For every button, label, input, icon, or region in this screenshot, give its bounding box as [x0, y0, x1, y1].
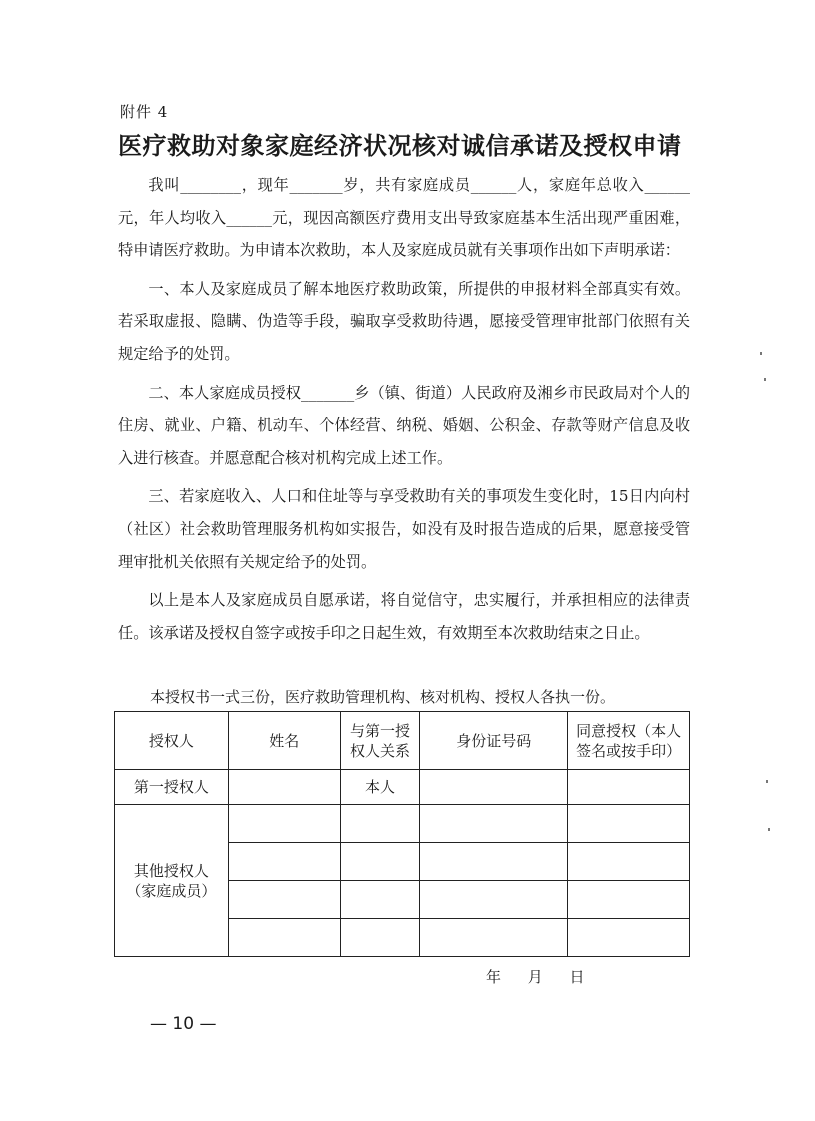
page-number: — 10 —	[150, 1014, 217, 1034]
promise-item-2: 二、本人家庭成员授权_______乡（镇、街道）人民政府及湘乡市民政局对个人的住房、就业、户籍、机动车、个体经营、纳税、婚姻、公积金、存款等财产信息及收入进行核查。并愿意配合核对机构完成上述工作。	[118, 383, 690, 467]
other-authorizers-line1: 其他授权人	[133, 861, 209, 880]
member-name-cell[interactable]	[228, 881, 340, 919]
header-consent-line2: 签名或按手印）	[576, 741, 682, 760]
member-consent-cell[interactable]	[568, 843, 690, 881]
attachment-label: 附件 4	[120, 103, 169, 121]
first-authorizer-consent-cell[interactable]	[568, 770, 690, 805]
member-relation-cell[interactable]	[340, 881, 420, 919]
scan-speck	[764, 378, 766, 381]
member-relation-cell[interactable]	[340, 805, 420, 843]
member-id-cell[interactable]	[420, 919, 568, 957]
first-authorizer-name-cell[interactable]	[228, 770, 340, 805]
header-name: 姓名	[228, 712, 340, 770]
signature-date: 年 月 日	[486, 968, 585, 986]
member-id-cell[interactable]	[420, 843, 568, 881]
promise-item-1: 一、本人及家庭成员了解本地医疗救助政策，所提供的申报材料全部真实有效。若采取虚报、隐瞒、伪造等手段，骗取享受救助待遇，愿接受管理审批部门依照有关规定给予的处罚。	[118, 279, 690, 363]
member-id-cell[interactable]	[420, 881, 568, 919]
scan-speck	[768, 828, 770, 831]
header-relation-line1: 与第一授	[350, 721, 411, 740]
header-authorizer: 授权人	[115, 712, 229, 770]
other-authorizers-line2: （家庭成员）	[126, 881, 217, 900]
member-name-cell[interactable]	[228, 843, 340, 881]
first-authorizer-id-cell[interactable]	[420, 770, 568, 805]
table-header-row	[115, 712, 690, 770]
table-row	[115, 770, 690, 805]
member-name-cell[interactable]	[228, 805, 340, 843]
other-authorizers-label	[115, 805, 229, 957]
header-id-number: 身份证号码	[420, 712, 568, 770]
copies-note: 本授权书一式三份，医疗救助管理机构、核对机构、授权人各执一份。	[150, 688, 616, 706]
closing-paragraph: 以上是本人及家庭成员自愿承诺，将自觉信守，忠实履行，并承担相应的法律责任。该承诺及授权自签字或按手印之日起生效，有效期至本次救助结束之日止。	[118, 591, 690, 642]
header-consent-line1: 同意授权（本人	[576, 721, 682, 740]
scan-speck	[766, 780, 768, 783]
promise-item-3: 三、若家庭收入、人口和住址等与享受救助有关的事项发生变化时，15日内向村（社区）社会救助管理服务机构如实报告，如没有及时报告造成的后果，愿意接受管理审批机关依照有关规定给予的处罚。	[118, 487, 690, 571]
member-relation-cell[interactable]	[340, 843, 420, 881]
first-authorizer-relation: 本人	[340, 770, 420, 805]
header-relation-line2: 权人关系	[350, 741, 411, 760]
declaration-body	[118, 169, 690, 649]
member-id-cell[interactable]	[420, 805, 568, 843]
first-authorizer-label: 第一授权人	[115, 770, 229, 805]
scan-speck	[760, 352, 762, 355]
header-relation	[340, 712, 420, 770]
document-title: 医疗救助对象家庭经济状况核对诚信承诺及授权申请	[118, 131, 682, 160]
intro-paragraph: 我叫________，现年_______岁，共有家庭成员______人，家庭年总收入______元，年人均收入______元，现因高额医疗费用支出导致家庭基本生活出现严重困难，特申请医疗救助。为申请本次救助，本人及家庭成员就有关事项作出如下声明承诺：	[118, 176, 690, 260]
member-relation-cell[interactable]	[340, 919, 420, 957]
member-consent-cell[interactable]	[568, 881, 690, 919]
member-name-cell[interactable]	[228, 919, 340, 957]
authorization-table	[114, 711, 690, 957]
member-consent-cell[interactable]	[568, 805, 690, 843]
table-row	[115, 805, 690, 843]
member-consent-cell[interactable]	[568, 919, 690, 957]
header-consent	[568, 712, 690, 770]
